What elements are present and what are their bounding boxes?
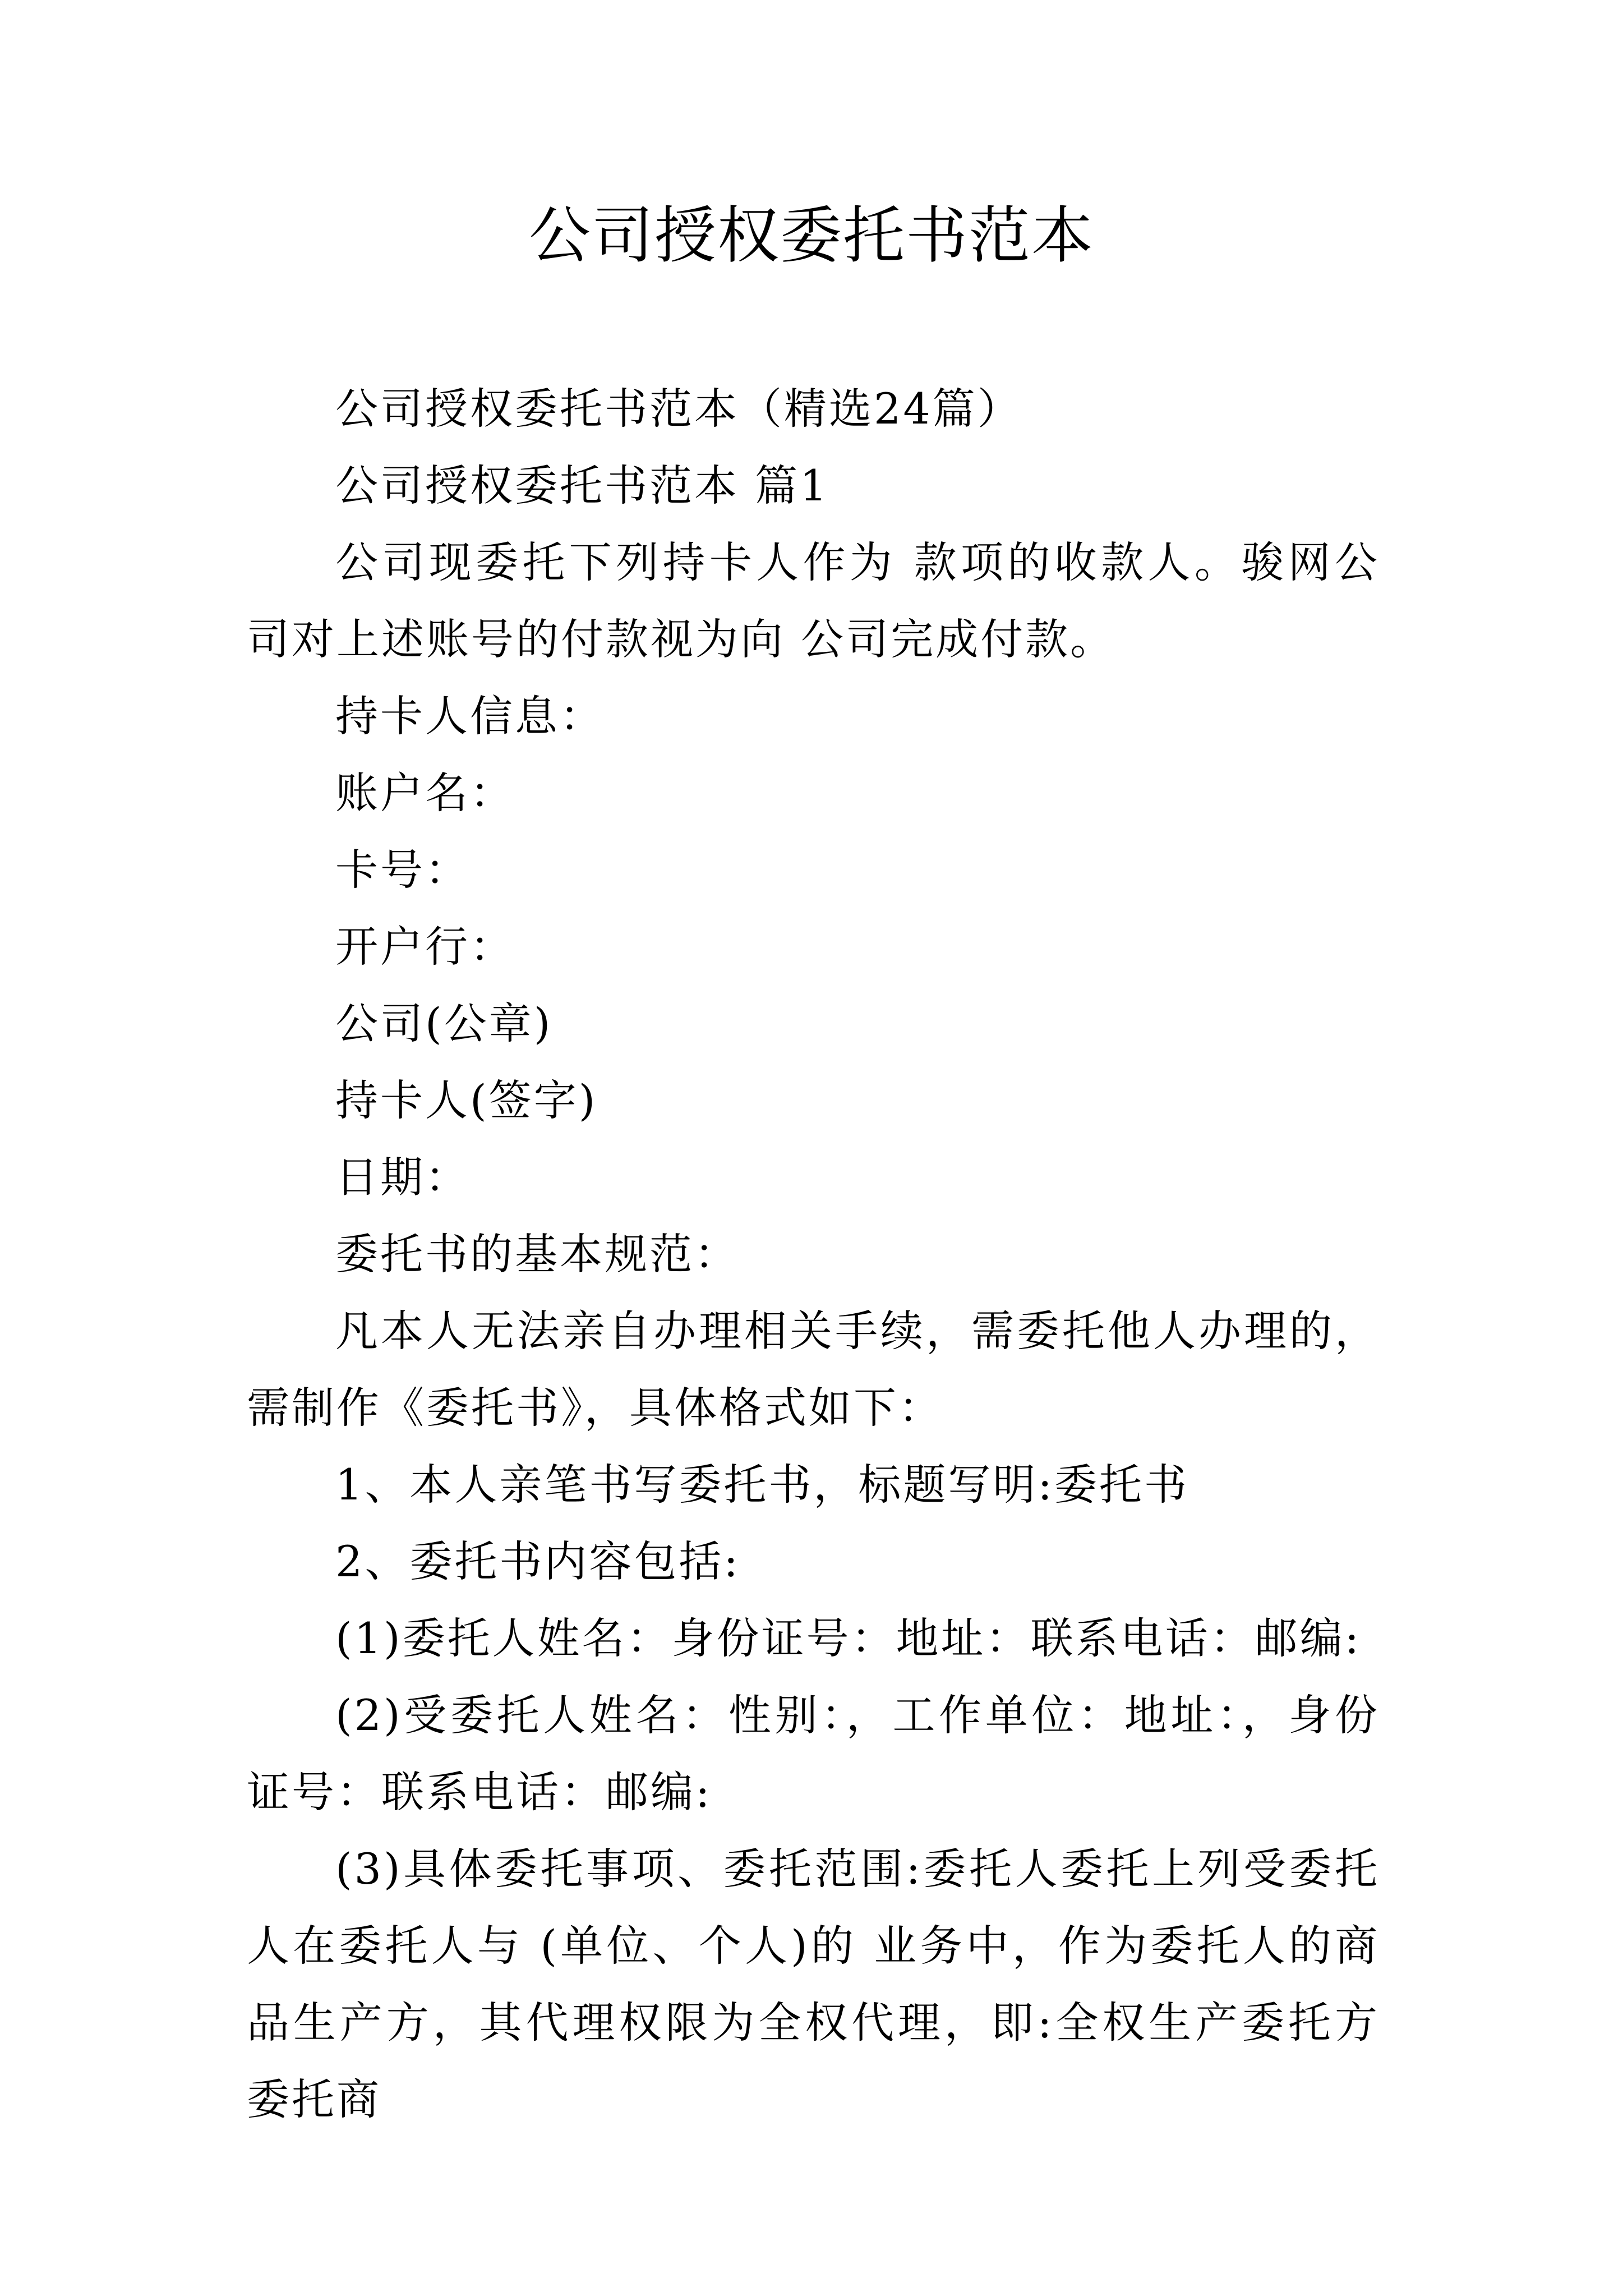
paragraph-bank: 开户行： — [335, 922, 515, 972]
paragraph-item-2: (2)受委托人姓名：性别：，工作单位：地址：，身份证号：联系电话：邮编: — [247, 1690, 1380, 1817]
paragraph-item-3: (3)具体委托事项、委托范围:委托人委托上列受委托人在委托人与 (单位、个人)的 业务中，作为委托人的商品生产方，其代理权限为全权代理，即:全权生产委托方委托商 — [247, 1844, 1380, 2124]
paragraph-item-1: (1)委托人姓名：身份证号：地址：联系电话：邮编: — [335, 1613, 1362, 1663]
paragraph-cardholder-info: 持卡人信息： — [335, 691, 605, 741]
paragraph-cardholder-signature: 持卡人(签字) — [335, 1075, 598, 1125]
paragraph-card-number: 卡号： — [335, 845, 470, 895]
paragraph-intro: 公司现委托下列持卡人作为 款项的收款人。骏网公司对上述账号的付款视为向 公司完成付款。 — [247, 537, 1380, 664]
paragraph-rule-1: 1、本人亲笔书写委托书，标题写明:委托书 — [335, 1460, 1189, 1510]
paragraph-date: 日期： — [335, 1152, 470, 1202]
paragraph-section-heading: 公司授权委托书范本 篇1 — [335, 461, 829, 510]
document-body — [247, 370, 1380, 2138]
paragraph-rule-2: 2、委托书内容包括: — [335, 1536, 740, 1586]
paragraph-company-seal: 公司(公章) — [335, 999, 553, 1048]
paragraph-subtitle: 公司授权委托书范本（精选24篇） — [335, 384, 1022, 434]
document-title: 公司授权委托书范本 — [529, 200, 1094, 272]
paragraph-account-name: 账户名： — [335, 768, 515, 818]
paragraph-norms-heading: 委托书的基本规范： — [335, 1229, 739, 1279]
paragraph-norms-intro: 凡本人无法亲自办理相关手续，需委托他人办理的，需制作《委托书》，具体格式如下： — [247, 1306, 1380, 1433]
